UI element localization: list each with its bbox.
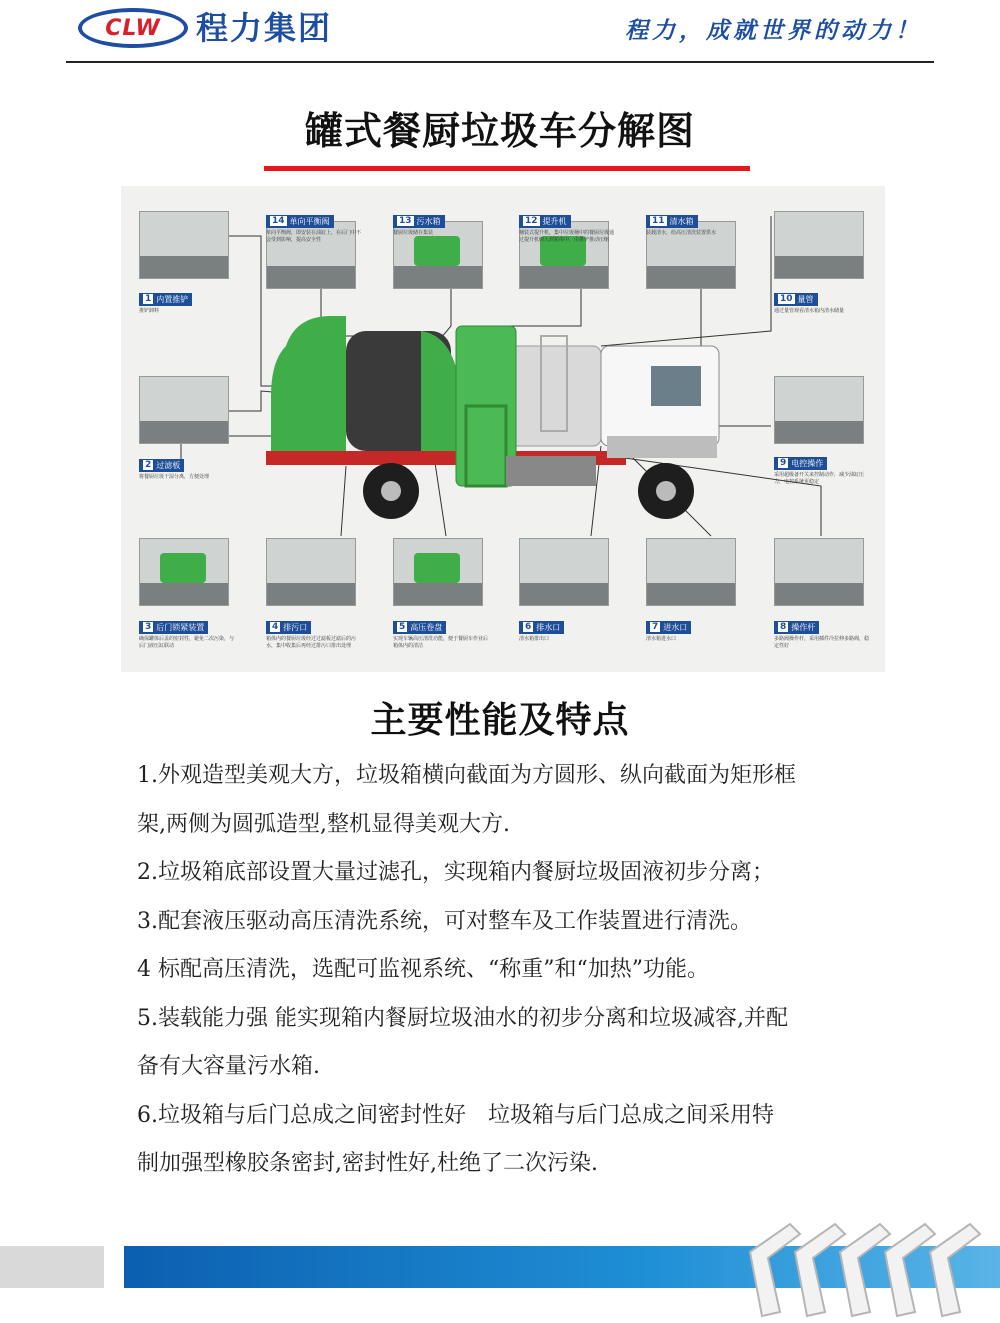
thumb-2: [139, 376, 229, 444]
logo-abbr: CLW: [105, 15, 161, 41]
callout-13: 13 污水箱 餐厨垃圾储存集装: [393, 208, 489, 237]
feature-line: 6.垃圾箱与后门总成之间密封性好 垃圾箱与后门总成之间采用特: [137, 1102, 774, 1128]
callout-1: 1 内置推铲 推铲卸料: [139, 286, 235, 315]
callout-10: 10 量管 通过量管观看清水箱内清水储量: [774, 294, 845, 314]
thumb-3: [139, 538, 229, 606]
feature-line: 3.配套液压驱动高压清洗系统，可对整车及工作装置进行清洗。: [137, 908, 752, 934]
company-logo: [78, 6, 398, 50]
page-title: 罐式餐厨垃圾车分解图: [304, 109, 695, 153]
thumb-9: [774, 376, 864, 444]
feature-line: 4 标配高压清洗，选配可监视系统、“称重”和“加热”功能。: [137, 957, 709, 982]
title-underline: [264, 166, 750, 171]
footer-gray-bar: [0, 1246, 104, 1288]
footer-chevron-decoration: [740, 1212, 990, 1322]
callout-8: 8 操作杆 多路阀操作杆，采用插件冷拉伸多路阀，稳定性好: [774, 622, 870, 649]
exploded-diagram: [121, 186, 885, 672]
callout-12: 12 提升机 桶装式提升机，集中垃圾桶中的餐厨垃圾通过提升机倒入到箱体中，由推铲推动压缩: [519, 216, 615, 243]
feature-line: 备有大容量污水箱.: [137, 1054, 320, 1079]
thumb-4: [266, 538, 356, 606]
thumb-6: [519, 538, 609, 606]
feature-line: 制加强型橡胶条密封,密封性好,杜绝了二次污染.: [137, 1151, 598, 1176]
thumb-5: [393, 538, 483, 606]
feature-line: 架,两侧为圆弧造型,整机显得美观大方.: [137, 811, 510, 837]
thumb-1: [139, 211, 229, 279]
logo-badge: [78, 8, 188, 48]
thumb-7: [646, 538, 736, 606]
feature-list: [137, 752, 897, 1189]
feature-line: 1.外观造型美观大方，垃圾箱横向截面为方圆形、纵向截面为矩形框: [137, 763, 796, 788]
thumb-10: [774, 211, 864, 279]
callout-4: 4 排污口 箱体内的餐厨垃圾经过过滤板过滤后的污水，集中收集后再经过排污口排出处理: [266, 622, 357, 649]
truck-illustration: [121, 186, 885, 672]
callout-5: 5 高压卷盘 实现车辆高压清洗功能，便于餐厨车作业后箱体内的清洁: [393, 622, 489, 649]
logo-text: 程力集团: [196, 9, 333, 47]
callout-9: 9 电控操作 采用超级备开关来控制动作，减少油缸压力，电控系统更稳定: [774, 458, 865, 485]
header-divider: [66, 61, 934, 63]
feature-line: 2.垃圾箱底部设置大量过滤孔，实现箱内餐厨垃圾固液初步分离；: [137, 860, 774, 885]
callout-6: 6 排水口 清水箱排出口: [519, 614, 615, 643]
feature-line: 5.装载能力强 能实现箱内餐厨垃圾油水的初步分离和垃圾减容,并配: [137, 1005, 788, 1031]
callout-14: 14 单向平衡阀 单向平衡阀，即安装在油缸上，在后门中不会受到影响，提高安全性: [266, 216, 362, 243]
section-title: 主要性能及特点: [370, 700, 630, 741]
slogan: 程力，成就世界的动力！: [625, 17, 922, 44]
callout-3: 3 后门锁紧装置 确保罐体后盖的密封性，避免二次污染，与后门液压缸联动: [139, 622, 235, 649]
thumb-8: [774, 538, 864, 606]
callout-7: 7 进水口 清水箱进水口: [646, 614, 742, 643]
callout-2: 2 过滤板 将餐厨垃圾干湿分离，方便处理: [139, 460, 210, 480]
callout-11: 11 清水箱 装载清水，给高压清洗装置供水: [646, 216, 717, 236]
